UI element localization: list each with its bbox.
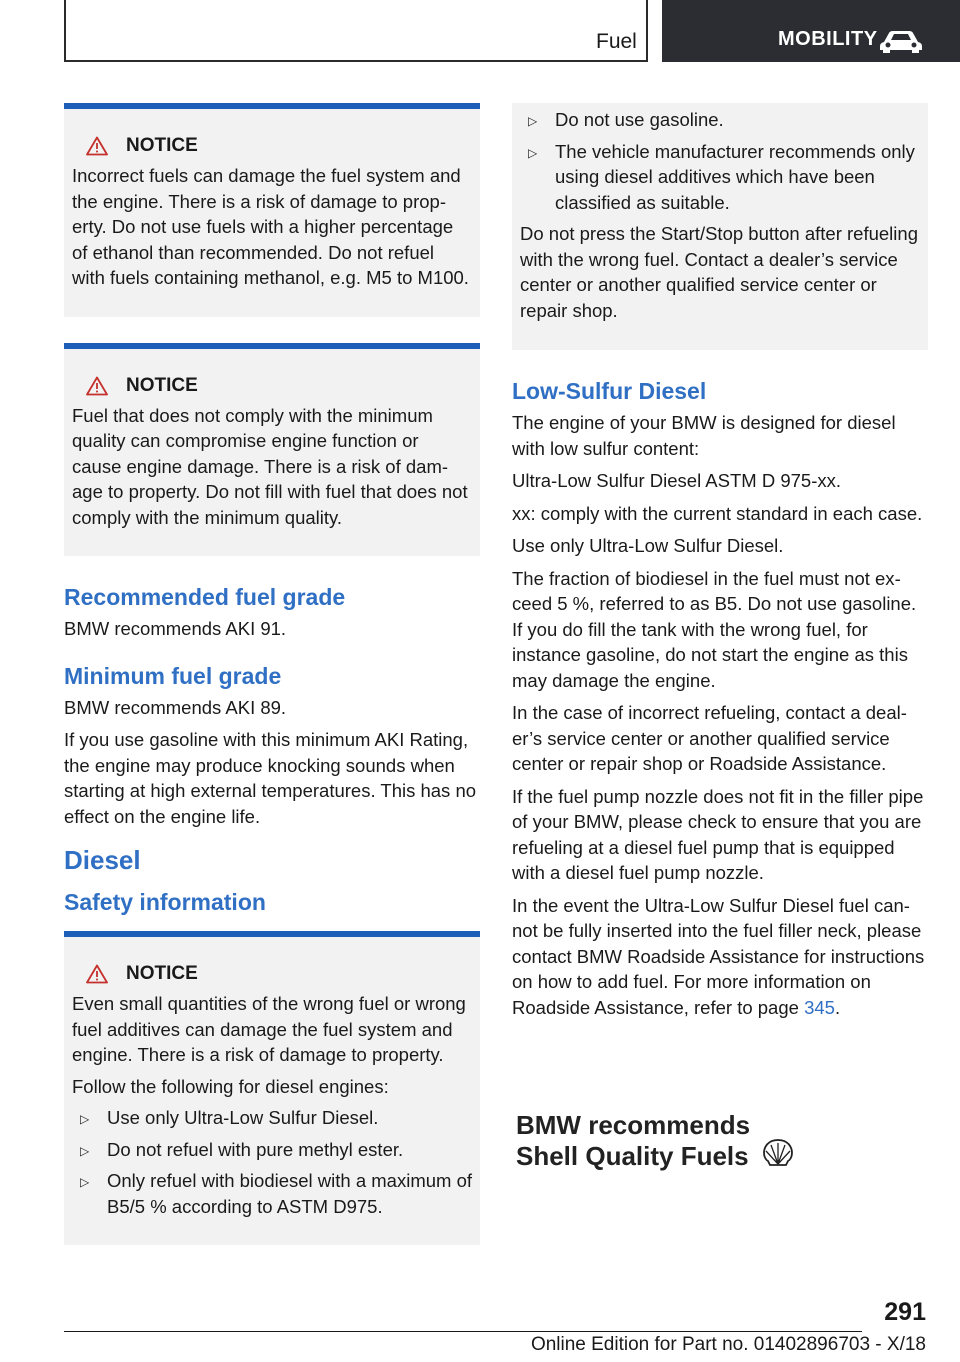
list-item: ▷ Use only Ultra-Low Sulfur Diesel. xyxy=(72,1105,472,1131)
page-reference-link[interactable]: 345 xyxy=(804,996,835,1018)
paragraph: The fraction of biodiesel in the fuel must not exceed 5 %, referred to as B5. Do not use gasoline. If you do fill the tank with the wrong fuel, for instance gasoline, do not start the engine as this may damage the engine. xyxy=(512,567,917,691)
paragraph: In the case of incorrect refueling, contact a dealer’s service center or another qualified service center or repair shop or Roadside Assistance. xyxy=(512,702,907,774)
triangle-bullet-icon: ▷ xyxy=(80,1143,90,1158)
paragraph: The engine of your BMW is designed for diesel with low sulfur content: xyxy=(512,412,896,459)
notice-box-minimum-quality xyxy=(64,343,480,557)
right-column xyxy=(512,103,928,1027)
header-section-title: Fuel xyxy=(596,30,637,53)
heading-safety-information: Safety information xyxy=(64,889,266,915)
page-number: 291 xyxy=(884,1298,926,1326)
minimum-fuel-text: BMW recommends AKI 89. xyxy=(64,696,287,718)
heading-diesel: Diesel xyxy=(64,845,141,875)
triangle-bullet-icon: ▷ xyxy=(80,1112,90,1126)
heading-recommended-fuel-grade: Recommended fuel grade xyxy=(64,584,346,610)
heading-minimum-fuel-grade: Minimum fuel grade xyxy=(64,662,282,689)
car-icon xyxy=(878,28,924,54)
shell-logo-line1: BMW recommends xyxy=(516,1110,751,1140)
footer-divider xyxy=(64,1331,862,1332)
notice-heading xyxy=(72,375,472,397)
triangle-bullet-icon: ▷ xyxy=(528,114,538,128)
list-item: ▷ The vehicle manufacturer recommends only using diesel additives which have been classified as suitable. xyxy=(528,140,915,213)
diesel-rules-list-continued xyxy=(520,107,920,215)
header-chapter-label: MOBILITY xyxy=(778,28,878,50)
notice-heading xyxy=(72,963,472,985)
notice-label: NOTICE xyxy=(126,135,198,156)
heading-low-sulfur-diesel: Low-Sulfur Diesel xyxy=(512,378,707,404)
paragraph-with-link: In the event the Ultra-Low Sulfur Diesel fuel cannot be fully inserted into the fuel filler neck, please contact BMW Roadside Assistance for instructions on how to add fuel. For more information on Roadside Assistance, refer to page 345. xyxy=(512,894,925,1018)
header-section-box xyxy=(64,0,648,62)
paragraph: If the fuel pump nozzle does not fit in the filler pipe of your BMW, please check to ensure that you are refueling at a diesel fuel pump that is equipped with a diesel fuel pump nozzle. xyxy=(512,785,924,883)
shell-logo-icon xyxy=(762,1138,794,1168)
paragraph: Use only Ultra-Low Sulfur Diesel. xyxy=(512,535,784,556)
notice-text: Do not press the Start/Stop button after refueling with the wrong fuel. Contact a dealer’s service center or another qualified service center or repair shop. xyxy=(520,223,918,321)
triangle-bullet-icon: ▷ xyxy=(80,1175,90,1189)
triangle-bullet-icon: ▷ xyxy=(528,145,538,160)
list-item: ▷ Do not refuel with pure methyl ester. xyxy=(72,1137,472,1163)
left-column xyxy=(64,103,480,1245)
paragraph: xx: comply with the current standard in each case. xyxy=(512,502,923,524)
recommended-fuel-text: BMW recommends AKI 91. xyxy=(64,618,287,639)
list-item: ▷ Do not use gasoline. xyxy=(520,107,920,133)
warning-triangle-icon xyxy=(86,376,108,396)
diesel-rules-list xyxy=(72,1105,472,1219)
notice-heading xyxy=(72,135,472,157)
notice-text: Even small quantities of the wrong fuel or wrong fuel additives can damage the fuel system and engine. There is a risk of damage to property. xyxy=(72,993,466,1065)
warning-triangle-icon xyxy=(86,964,108,984)
notice-text: Incorrect fuels can damage the fuel system and the engine. There is a risk of damage to property. Do not use fuels with a higher percentage of ethanol than recommended. Do not refuel with fuels containing methanol, e.g. M5 to M100. xyxy=(72,165,469,288)
list-item: ▷ Only refuel with biodiesel with a maximum of B5/5 % according to ASTM D975. xyxy=(80,1170,473,1217)
notice-box-continued xyxy=(512,103,928,350)
shell-logo-line2: Shell Quality Fuels xyxy=(516,1141,749,1171)
minimum-fuel-detail: If you use gasoline with this minimum AKI Rating, the engine may produce knocking sounds when starting at high external temperatures. This has no effect on the engine life. xyxy=(64,729,477,827)
notice-label: NOTICE xyxy=(126,374,198,396)
footer-edition: Online Edition for Part no. 01402896703 - X/18 xyxy=(530,1334,926,1355)
warning-triangle-icon xyxy=(86,136,108,156)
paragraph: Ultra-Low Sulfur Diesel ASTM D 975-xx. xyxy=(512,470,841,491)
notice-text: Fuel that does not comply with the minimum quality can compromise engine function or cause engine damage. There is a risk of damage to property. Do not fill with fuel that does not comply with the minimum quality. xyxy=(72,404,468,528)
notice-label: NOTICE xyxy=(126,963,198,984)
notice-box-fuel-damage xyxy=(64,103,480,317)
notice-intro: Follow the following for diesel engines: xyxy=(72,1075,389,1097)
notice-box-wrong-fuel xyxy=(64,931,480,1245)
